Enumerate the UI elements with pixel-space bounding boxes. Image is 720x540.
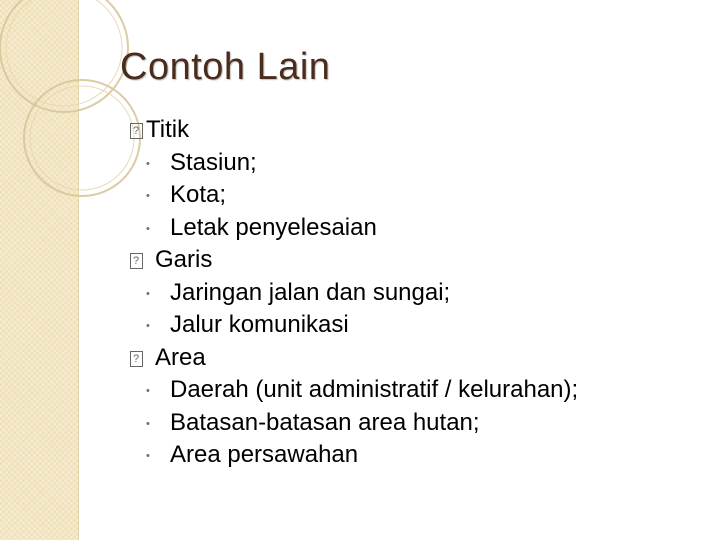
list-item-text: Stasiun; (170, 148, 257, 176)
list-item (130, 439, 710, 472)
bullet-icon: • (146, 287, 150, 300)
list-item (130, 277, 710, 310)
bullet-icon: • (146, 190, 150, 202)
missing-glyph-icon (130, 351, 143, 367)
section-heading-label: Area (155, 343, 206, 371)
section-heading-titik (130, 114, 710, 147)
bullet-icon: • (146, 385, 150, 397)
bullet-icon: • (146, 417, 150, 430)
section-heading-garis (130, 244, 710, 277)
list-item-text: Daerah (unit administratif / kelurahan); (170, 376, 579, 403)
slide-title: Contoh Lain (120, 46, 331, 88)
list-item (130, 212, 710, 245)
list-item-text: Kota; (170, 181, 227, 208)
list-item (130, 309, 710, 342)
section-heading-label: Garis (155, 246, 213, 273)
list-item (130, 374, 710, 407)
section-heading-area (130, 342, 710, 375)
missing-glyph-icon (130, 253, 143, 269)
section-heading-label: Titik (146, 116, 190, 143)
list-item (130, 147, 710, 180)
bullet-icon: • (146, 320, 150, 332)
list-item-text: Jalur komunikasi (170, 311, 349, 338)
bullet-icon: • (146, 222, 150, 235)
missing-glyph-icon (130, 123, 143, 139)
list-item-text: Area persawahan (170, 441, 359, 468)
slide-content (130, 114, 710, 472)
list-item-text: Jaringan jalan dan sungai; (170, 278, 451, 306)
list-item-text: Batasan-batasan area hutan; (170, 408, 480, 436)
list-item-text: Letak penyelesaian (170, 213, 377, 241)
list-item (130, 179, 710, 212)
bullet-icon: • (146, 157, 150, 170)
list-item (130, 407, 710, 440)
bullet-icon: • (146, 450, 150, 462)
